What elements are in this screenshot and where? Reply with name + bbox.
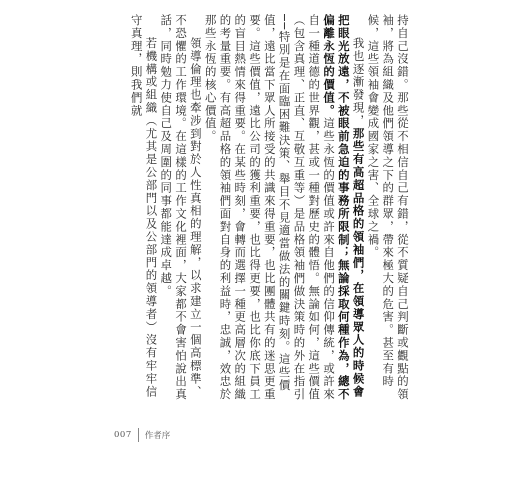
book-page [106,0,418,500]
paragraph-2-lead: 我也逐漸發現， [351,36,366,128]
paragraph-4-text: 若機構或組織（尤其是公部門以及公部門的領導者）沒有牢牢信守真理，則我們就 [129,14,159,398]
paragraph-2 [203,14,366,406]
footer-divider [138,428,139,442]
paragraph-3 [158,14,202,406]
paragraph-1-text: 持自己沒錯。那些從不相信自己有錯，從不質疑自己判斷或觀點的領袖，將為組織及他們領導之下的群眾，帶來極大的危害。甚至有時候，這些領袖會變成國家之害、全球之禍。 [366,14,410,401]
paragraph-2-bold-statement: 那些有高超品格的領袖們，在領導眾人的時候會把眼光放遠，不被眼前急迫的事務所限制；無論採取何種作為，總不偏離永恆的價值。 [322,14,366,401]
paragraph-2-end: 忠誠，效忠於那些永恆的核心價值。 [203,14,233,402]
page-number: 007 [114,430,132,440]
paragraph-3-text: 領導倫理也牽涉到對於人性真相的理解，以求建立一個高標準、不恐懼的工作環境。在這樣的工作文化裡面，大家都不會害怕說出真話，同時勉力使自己及周圍的同事都能達成卓越。 [159,14,203,401]
paragraph-1 [366,14,410,406]
running-section-title: 作者序 [144,431,171,441]
body-text [110,14,410,406]
paragraph-2-body: 這些永恆的價值或許來自他們的信仰傳統，或許來自一種道德的世界觀，甚或一種對歷史的體悟。無論如何，這些價值（包含真理、正直、互敬互重等）是品格領袖們做決策時的外在指引──特別是在面臨困難決策、舉目不見適當做法的關鍵時刻。這些價值，遠比當下眾人所接受的共識來得重要，也比團體共有的迷思更重要。這些價值，遠比公司的獲利重要，也比得更要，也比你底下員工的盲目熱情來得重要。在某些時刻，會轉而選擇一種更高層次的組織的考量重要。有高超品格的領袖們面對自身的利益時， [218,14,337,402]
page-footer [114,428,170,442]
paragraph-4 [129,14,159,406]
